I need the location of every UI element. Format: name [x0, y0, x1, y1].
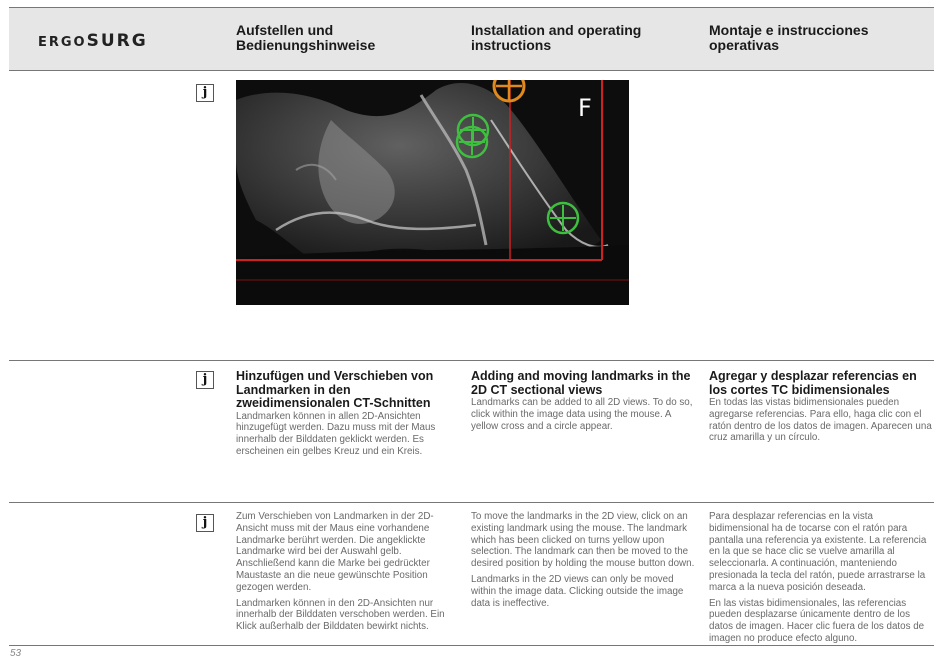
section2-spanish: [709, 511, 935, 649]
column-title-german: Aufstellen und Bedienungshinweise: [236, 22, 376, 53]
section-divider: [9, 502, 934, 503]
section1-title-german: Hinzufügen und Verschieben von Landmarken in den zweidimensionalen CT-Schnitten: [236, 369, 434, 410]
section2-spanish-paragraph: En las vistas bidimensionales, las referencias pueden desplazarse únicamente dentro de los datos de imagen. Hacer clic fuera de los datos de imagen no produce efecto alguno.: [709, 597, 925, 644]
ct-sectional-view-image: [236, 80, 629, 305]
section2-german: [236, 511, 458, 637]
section1-title-english: Adding and moving landmarks in the 2D CT sectional views: [471, 369, 691, 397]
section2-german-paragraph: Zum Verschieben von Landmarken in der 2D-Ansicht muss mit der Maus eine vorhandene Landmarke berührt werden. Die angeklickte Landmarke wird bei der Auswahl gelb. Anschließend kann die Marke bei gedrückter Maustaste an die neue gewünschte Position gezogen werden.: [236, 511, 434, 593]
column-title-spanish: Montaje e instrucciones operativas: [709, 22, 869, 53]
section2-spanish-paragraph: Para desplazar referencias en la vista bidimensional ha de tocarse con el ratón para pantalla una referencia ya existente. La referencia en la que se hace clic se vuelve amarilla al seleccionarla. A continuación, manteniendo presionada la tecla del ratón, puede arrastrarse la marca a la nueva posición deseada.: [709, 511, 927, 593]
section2-german-paragraph: Landmarken können in den 2D-Ansichten nur innerhalb der Bilddaten verschoben werden. Ein Klick außerhalb der Bilddaten bewirkt nichts.: [236, 597, 445, 633]
section1-body-german: Landmarken können in allen 2D-Ansichten hinzugefügt werden. Dazu muss mit der Maus innerhalb der Bilddaten geklickt werden. Es erscheinen ein gelbes Kreuz und ein Kreis.: [236, 410, 436, 457]
info-icon: j: [196, 371, 214, 389]
section2-english: [471, 511, 695, 613]
logo-prefix: ERGO: [38, 35, 87, 50]
section1-german: [236, 370, 464, 458]
column-title-english: Installation and operating instructions: [471, 22, 642, 53]
footer-divider: [9, 645, 934, 646]
section2-english-paragraph: To move the landmarks in the 2D view, click on an existing landmark using the mouse. The landmark which has been clicked on turns yellow upon selection. The landmark can then be moved to the desired position by holding the mouse button down.: [471, 511, 695, 570]
page-number: 53: [10, 648, 22, 659]
section2-english-paragraph: Landmarks in the 2D views can only be moved within the image data. Clicking outside the image data is ineffective.: [471, 573, 684, 609]
section1-body-spanish: En todas las vistas bidimensionales pueden agregarse referencias. Para ello, haga clic con el ratón dentro de los datos de imagen. Aparecen una cruz amarilla y un círculo.: [709, 397, 932, 444]
view-label: F: [578, 94, 592, 122]
landmark-green: [457, 127, 487, 157]
section-divider: [9, 360, 934, 361]
section1-body-english: Landmarks can be added to all 2D views. To do so, click within the image data using the mouse. A yellow cross and a circle appear.: [471, 397, 693, 432]
section1-english: [471, 370, 695, 432]
info-icon: j: [196, 84, 214, 102]
brand-logo: [38, 31, 148, 51]
landmark-green: [548, 203, 578, 233]
section1-spanish: [709, 370, 934, 444]
ct-scan-graphic: [236, 80, 629, 305]
logo-main: SURG: [86, 31, 148, 51]
section1-title-spanish: Agregar y desplazar referencias en los cortes TC bidimensionales: [709, 369, 917, 397]
info-icon: j: [196, 514, 214, 532]
